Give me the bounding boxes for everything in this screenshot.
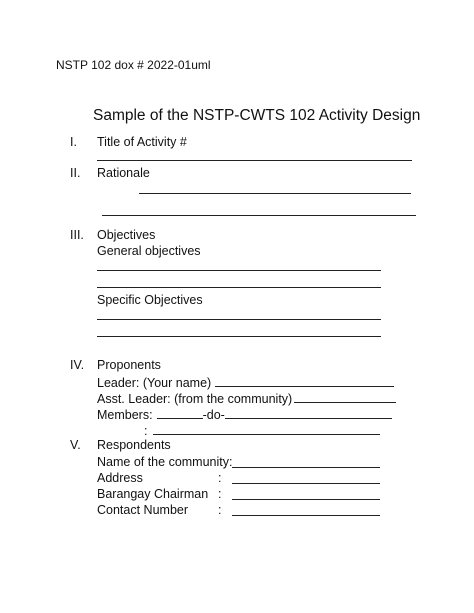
section-1-number: I. xyxy=(70,135,77,149)
members-label: Members: xyxy=(97,408,153,422)
barangay-chairman-colon: : xyxy=(218,487,222,501)
section-5-label: Respondents xyxy=(97,438,171,452)
contact-number-colon: : xyxy=(218,503,222,517)
section-2-label: Rationale xyxy=(97,166,150,180)
rationale-line-2 xyxy=(102,215,416,216)
general-objectives-line-1 xyxy=(97,270,381,271)
rationale-line-1 xyxy=(139,193,411,194)
section-4-label: Proponents xyxy=(97,358,161,372)
document-reference: NSTP 102 dox # 2022-01uml xyxy=(56,58,211,72)
contact-number-label: Contact Number xyxy=(97,503,189,517)
barangay-chairman-label: Barangay Chairman xyxy=(97,487,209,501)
assistant-leader-line xyxy=(294,390,396,403)
section-1-label: Title of Activity # xyxy=(97,135,187,149)
members-row xyxy=(97,406,392,423)
address-line xyxy=(232,483,380,484)
section-3-label: Objectives xyxy=(97,228,156,242)
section-5-number: V. xyxy=(70,438,81,452)
members-ditto: -do- xyxy=(202,408,225,422)
community-label: Name of the community: xyxy=(97,455,233,469)
section-4-number: IV. xyxy=(70,358,85,372)
page-title: Sample of the NSTP-CWTS 102 Activity Design xyxy=(93,107,421,124)
specific-objectives-label: Specific Objectives xyxy=(97,293,203,307)
community-line xyxy=(232,467,380,468)
address-label: Address xyxy=(97,471,143,485)
specific-objectives-line-1 xyxy=(97,319,381,320)
barangay-chairman-line xyxy=(232,499,380,500)
members-line-1 xyxy=(157,406,203,419)
address-colon: : xyxy=(218,471,222,485)
section-3-number: III. xyxy=(70,228,84,242)
contact-number-line xyxy=(232,515,380,516)
leader-line xyxy=(215,374,394,387)
members-line-2 xyxy=(225,406,392,419)
leader-row xyxy=(97,374,394,391)
specific-objectives-line-2 xyxy=(97,336,381,337)
assistant-leader-row xyxy=(97,390,396,407)
general-objectives-line-2 xyxy=(97,287,381,288)
members-continuation-row xyxy=(144,422,380,439)
activity-title-line xyxy=(97,160,412,161)
section-2-number: II. xyxy=(70,166,81,180)
assistant-leader-label: Asst. Leader: (from the community) xyxy=(97,392,293,406)
general-objectives-label: General objectives xyxy=(97,244,201,258)
leader-label: Leader: (Your name) xyxy=(97,376,212,390)
members-continuation-colon: : xyxy=(144,424,148,438)
members-continuation-line xyxy=(153,422,380,435)
